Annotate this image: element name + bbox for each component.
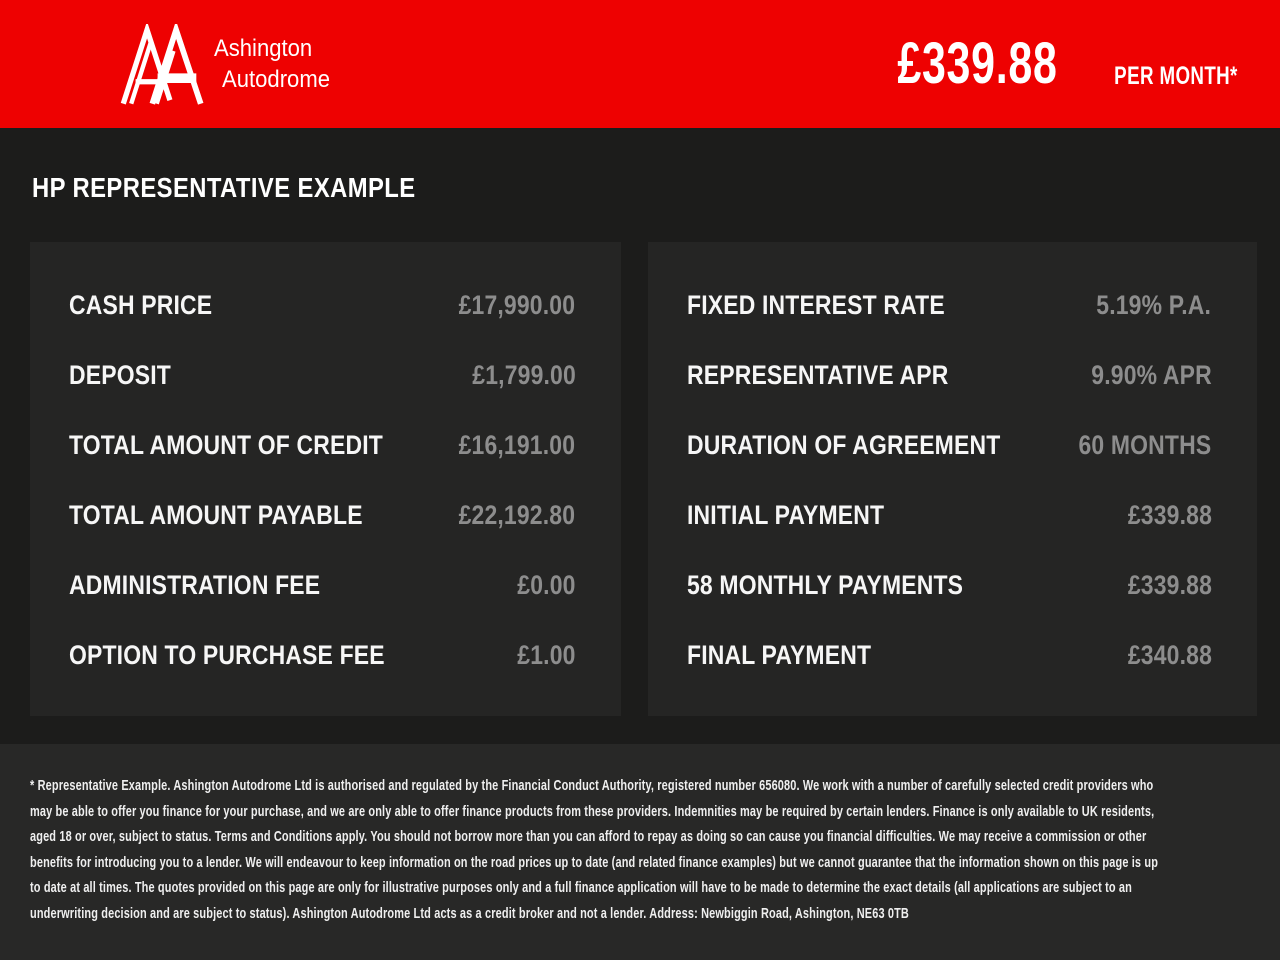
disclaimer-text: * Representative Example. Ashington Autodrome Ltd is authorised and regulated by the Financial Conduct Authority, registered number 656080. We work with a number of carefully selected credit providers who may be able to offer you finance for your purchase, and we are only able to offer finance products from these providers. Indemnities may be required by certain lenders. Finance is only available to UK residents, aged 18 or over, subject to status. Terms and Conditions apply. You should not borrow more than you can afford to repay as doing so can cause you financial difficulties. We may receive a commission or other benefits for introducing you to a lender. We will endeavour to keep information on the road prices up to date (and related finance examples) but we cannot guarantee that the information shown on this page is up to date at all times. The quotes provided on this page are only for illustrative purposes only and a full finance application will have to be made to determine the exact details (all applications are subject to an underwriting decision and are subject to status). Ashington Autodrome Ltd acts as a credit broker and not a lender. Address: Newbiggin Road, Ashington, NE63 0TB: [30, 777, 1159, 922]
finance-value: £16,191.00: [458, 429, 576, 460]
finance-value: 9.90% APR: [1090, 359, 1212, 390]
brand-name: [214, 33, 339, 95]
finance-label: TOTAL AMOUNT PAYABLE: [69, 499, 363, 530]
finance-value: £17,990.00: [458, 289, 576, 320]
monthly-price-group: [841, 31, 1238, 96]
finance-value: £1.00: [517, 639, 576, 670]
finance-label: TOTAL AMOUNT OF CREDIT: [69, 429, 383, 460]
finance-row: [648, 480, 1257, 550]
brand-name-line2: Autodrome: [222, 66, 331, 93]
finance-label: CASH PRICE: [69, 289, 213, 320]
finance-row: [648, 340, 1257, 410]
finance-row: [30, 480, 621, 550]
finance-value: £22,192.80: [458, 499, 576, 530]
finance-label: INITIAL PAYMENT: [686, 499, 884, 530]
finance-label: ADMINISTRATION FEE: [69, 569, 321, 600]
finance-row: [648, 270, 1257, 340]
finance-panels: [30, 242, 1253, 716]
finance-value: £0.00: [517, 569, 576, 600]
finance-panel-left: [30, 242, 621, 716]
ashington-autodrome-logo-icon: [118, 24, 206, 106]
finance-value: £339.88: [1127, 569, 1212, 600]
page-title: HP REPRESENTATIVE EXAMPLE: [32, 172, 416, 203]
finance-row: [648, 410, 1257, 480]
finance-row: [30, 620, 621, 690]
finance-value: £340.88: [1127, 639, 1212, 670]
header-bar: [0, 0, 1280, 128]
finance-label: FINAL PAYMENT: [686, 639, 871, 670]
monthly-price-suffix: PER MONTH*: [1114, 62, 1238, 90]
finance-panel-right: [648, 242, 1257, 716]
finance-label: 58 MONTHLY PAYMENTS: [686, 569, 963, 600]
finance-row: [30, 410, 621, 480]
finance-row: [30, 550, 621, 620]
brand-logo: [118, 22, 339, 106]
finance-row: [30, 270, 621, 340]
finance-row: [648, 550, 1257, 620]
footer: [0, 744, 1280, 960]
monthly-price: £339.88: [896, 31, 1058, 96]
finance-row: [648, 620, 1257, 690]
finance-value: 5.19% P.A.: [1096, 289, 1212, 320]
finance-label: OPTION TO PURCHASE FEE: [69, 639, 385, 670]
finance-label: DURATION OF AGREEMENT: [686, 429, 1000, 460]
brand-name-line1: Ashington: [214, 35, 313, 62]
finance-row: [30, 340, 621, 410]
finance-label: REPRESENTATIVE APR: [686, 359, 949, 390]
finance-label: DEPOSIT: [69, 359, 171, 390]
finance-value: 60 MONTHS: [1078, 429, 1212, 460]
finance-value: £339.88: [1127, 499, 1212, 530]
finance-label: FIXED INTEREST RATE: [686, 289, 945, 320]
finance-value: £1,799.00: [471, 359, 576, 390]
